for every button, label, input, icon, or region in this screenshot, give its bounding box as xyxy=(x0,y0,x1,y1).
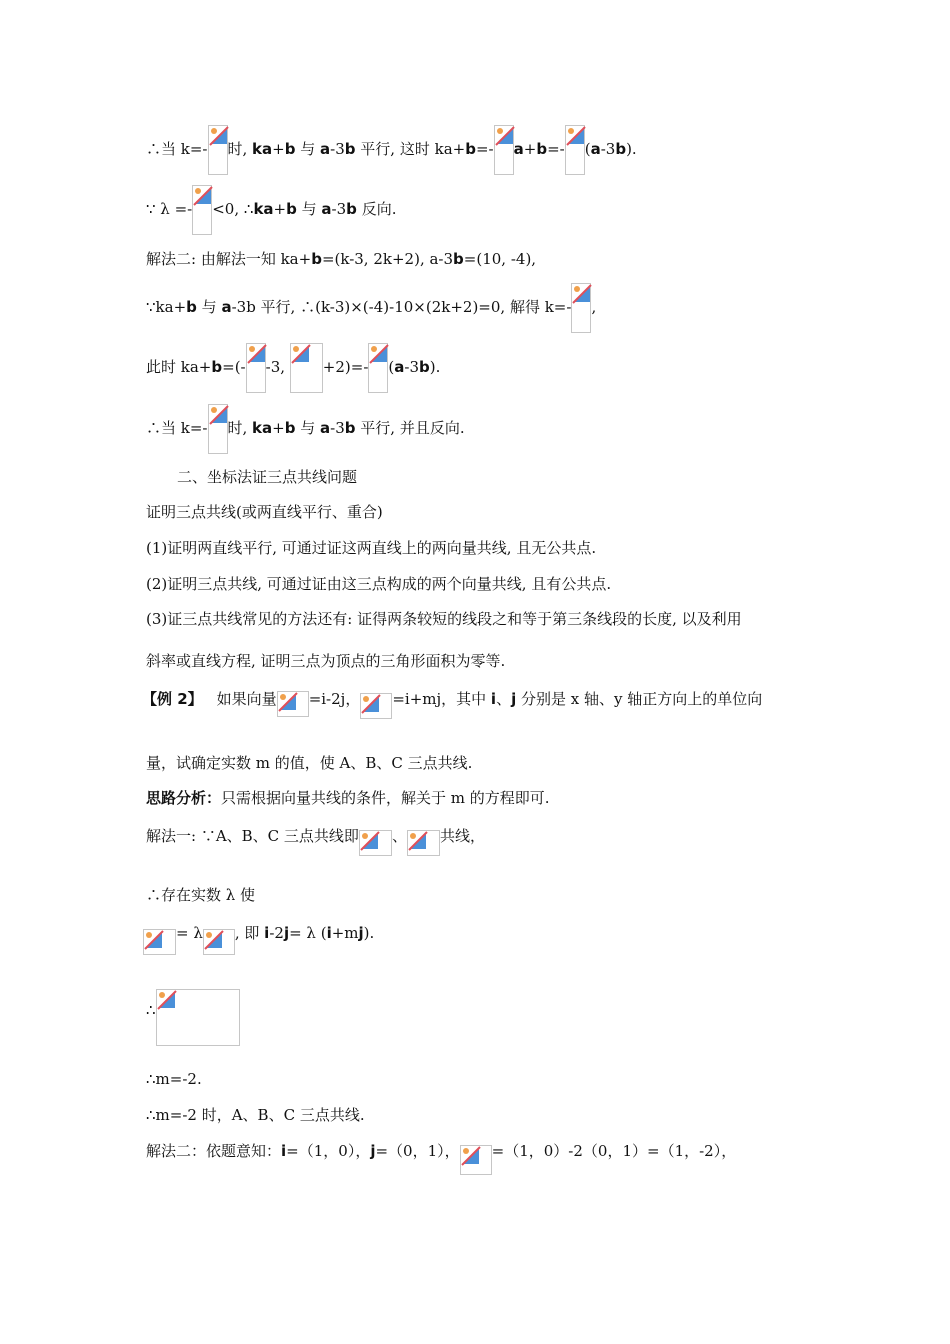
text: +2)=- xyxy=(322,358,369,376)
formula-image-icon xyxy=(208,404,228,454)
text-bold: j xyxy=(358,924,364,942)
text: ∴当 k=- xyxy=(146,140,208,158)
text-bold: a xyxy=(320,140,331,158)
text: -3 xyxy=(330,419,345,437)
formula-image-icon xyxy=(208,125,228,175)
text-bold: i xyxy=(264,924,270,942)
section-heading: 二、坐标法证三点共线问题 xyxy=(177,468,358,486)
vector-image-icon xyxy=(143,929,176,955)
text: =i+mj，其中 xyxy=(392,690,491,708)
text: -3 xyxy=(404,358,419,376)
text-bold: ka xyxy=(252,419,273,437)
text-bold: b xyxy=(284,140,296,158)
para-line-12: 斜率或直线方程, 证明三点为顶点的三角形面积为零等. xyxy=(146,652,506,670)
text-bold: b xyxy=(346,200,357,218)
text: 解法二：依题意知： xyxy=(146,1142,282,1160)
analysis-line xyxy=(146,788,550,808)
text-bold: a xyxy=(513,140,524,158)
formula-image-icon xyxy=(290,343,323,393)
para-line-2 xyxy=(146,199,396,235)
text-bold: j xyxy=(283,924,290,942)
text: 时, xyxy=(227,140,253,158)
text-bold: i xyxy=(326,924,332,942)
text: + xyxy=(273,200,287,218)
para-line-10: (2)证明三点共线, 可通过证由这三点构成的两个向量共线, 且有公共点. xyxy=(146,575,612,593)
text-bold: ka xyxy=(253,200,274,218)
text-bold: b xyxy=(536,140,548,158)
text-bold: b xyxy=(186,298,197,316)
text: -2 xyxy=(269,924,284,942)
text-bold: b xyxy=(615,140,627,158)
text: 此时 ka+ xyxy=(146,358,212,376)
text: =(10, -4), xyxy=(463,250,537,268)
para-line-1 xyxy=(146,139,637,175)
text: , xyxy=(591,298,597,316)
para-line-16 xyxy=(146,826,485,856)
text: =- xyxy=(547,140,565,158)
text: 与 xyxy=(296,200,322,218)
text: =(- xyxy=(222,358,246,376)
para-line-14: 量，试确定实数 m 的值，使 A、B、C 三点共线. xyxy=(146,754,473,772)
para-line-4 xyxy=(146,297,596,333)
text: 与 xyxy=(196,298,222,316)
para-line-6 xyxy=(146,418,465,454)
text: ( xyxy=(388,358,395,376)
text: ∴当 k=- xyxy=(146,419,208,437)
text: = λ xyxy=(176,924,203,942)
formula-image-icon xyxy=(565,125,585,175)
text-bold: a xyxy=(590,140,601,158)
text: ). xyxy=(363,924,375,942)
example-2-line xyxy=(142,689,762,719)
text: ∵ka+ xyxy=(146,298,187,316)
text: + xyxy=(272,140,285,158)
para-line-20: ∴m=-2. xyxy=(146,1070,202,1088)
formula-image-icon xyxy=(571,283,591,333)
formula-image-icon xyxy=(192,185,212,235)
text-bold: b xyxy=(344,419,356,437)
text: 时, xyxy=(227,419,253,437)
text: 平行, 这时 ka+ xyxy=(355,140,466,158)
text-bold: b xyxy=(419,358,430,376)
text: 如果向量 xyxy=(216,690,277,708)
formula-image-icon xyxy=(494,125,514,175)
text: =- xyxy=(475,140,494,158)
text: ). xyxy=(429,358,441,376)
text-bold: i xyxy=(281,1142,287,1160)
text: 、 xyxy=(496,690,512,708)
text-bold: a xyxy=(394,358,405,376)
text-bold: ka xyxy=(252,140,273,158)
text: 解法一: ∵A、B、C 三点共线即 xyxy=(146,827,359,845)
text: 解法二: 由解法一知 ka+ xyxy=(146,250,312,268)
para-line-22 xyxy=(146,1141,736,1175)
equation-system-image xyxy=(156,989,240,1046)
text: + xyxy=(272,419,285,437)
text: + xyxy=(523,140,537,158)
text: 分别是 x 轴、y 轴正方向上的单位向 xyxy=(516,690,763,708)
text: -3b 平行, ∴(k-3)×(-4)-10×(2k+2)=0, 解得 k=- xyxy=(231,298,572,316)
text-bold: b xyxy=(453,250,464,268)
example-label: 【例 2】 xyxy=(142,690,203,708)
text-bold: j xyxy=(370,1142,376,1160)
para-line-8: 证明三点共线(或两直线平行、重合) xyxy=(146,503,383,521)
text: ). xyxy=(626,140,637,158)
text: = λ ( xyxy=(289,924,327,942)
text: =（1，0）-2（0，1）=（1，-2）， xyxy=(491,1142,737,1160)
text-bold: b xyxy=(286,200,297,218)
text-bold: a xyxy=(321,200,332,218)
text: +m xyxy=(331,924,359,942)
para-line-21: ∴m=-2 时，A、B、C 三点共线. xyxy=(146,1106,365,1124)
vector-image-icon xyxy=(407,830,440,856)
text: 与 xyxy=(295,419,321,437)
para-line-9: (1)证明两直线平行, 可通过证这两直线上的两向量共线, 且无公共点. xyxy=(146,539,597,557)
text: =i-2j， xyxy=(308,690,361,708)
para-line-5 xyxy=(146,357,440,393)
vector-image-icon xyxy=(360,693,392,719)
text-bold: b xyxy=(344,140,356,158)
text: =（0，1）， xyxy=(375,1142,460,1160)
text: ∴ xyxy=(146,1001,156,1019)
formula-image-icon xyxy=(246,343,266,393)
text: 共线， xyxy=(439,827,485,845)
para-line-19 xyxy=(146,1000,240,1046)
text: ( xyxy=(584,140,591,158)
text: <0, ∴ xyxy=(212,200,254,218)
vector-image-icon xyxy=(203,929,235,955)
text-bold: a xyxy=(320,419,331,437)
vector-image-icon xyxy=(460,1145,492,1175)
text: 与 xyxy=(295,140,321,158)
para-line-3 xyxy=(146,249,536,269)
text-bold: b xyxy=(284,419,296,437)
text-bold: b xyxy=(311,250,322,268)
text: -3, xyxy=(265,358,290,376)
text: 只需根据向量共线的条件，解关于 m 的方程即可. xyxy=(221,789,550,807)
text: =(k-3, 2k+2), a-3 xyxy=(321,250,454,268)
text: 、 xyxy=(391,827,407,845)
text: -3 xyxy=(331,200,347,218)
para-line-17: ∴存在实数 λ 使 xyxy=(146,886,256,904)
text: -3 xyxy=(330,140,345,158)
vector-image-icon xyxy=(277,691,309,717)
formula-image-icon xyxy=(368,343,388,393)
text-bold: a xyxy=(221,298,232,316)
analysis-label: 思路分析： xyxy=(146,789,222,807)
text-bold: i xyxy=(490,690,497,708)
text: -3 xyxy=(600,140,616,158)
text: ∵ λ =- xyxy=(146,200,193,218)
text: =（1，0）， xyxy=(286,1142,371,1160)
text-bold: b xyxy=(211,358,223,376)
text: 平行, 并且反向. xyxy=(355,419,465,437)
text: , 即 xyxy=(234,924,265,942)
text-bold: b xyxy=(465,140,476,158)
text-bold: j xyxy=(511,690,517,708)
para-line-11: (3)证三点共线常见的方法还有: 证得两条较短的线段之和等于第三条线段的长度, 以及利用 xyxy=(146,610,742,628)
vector-image-icon xyxy=(359,830,392,856)
text: 反向. xyxy=(356,200,397,218)
para-line-18 xyxy=(143,923,374,955)
